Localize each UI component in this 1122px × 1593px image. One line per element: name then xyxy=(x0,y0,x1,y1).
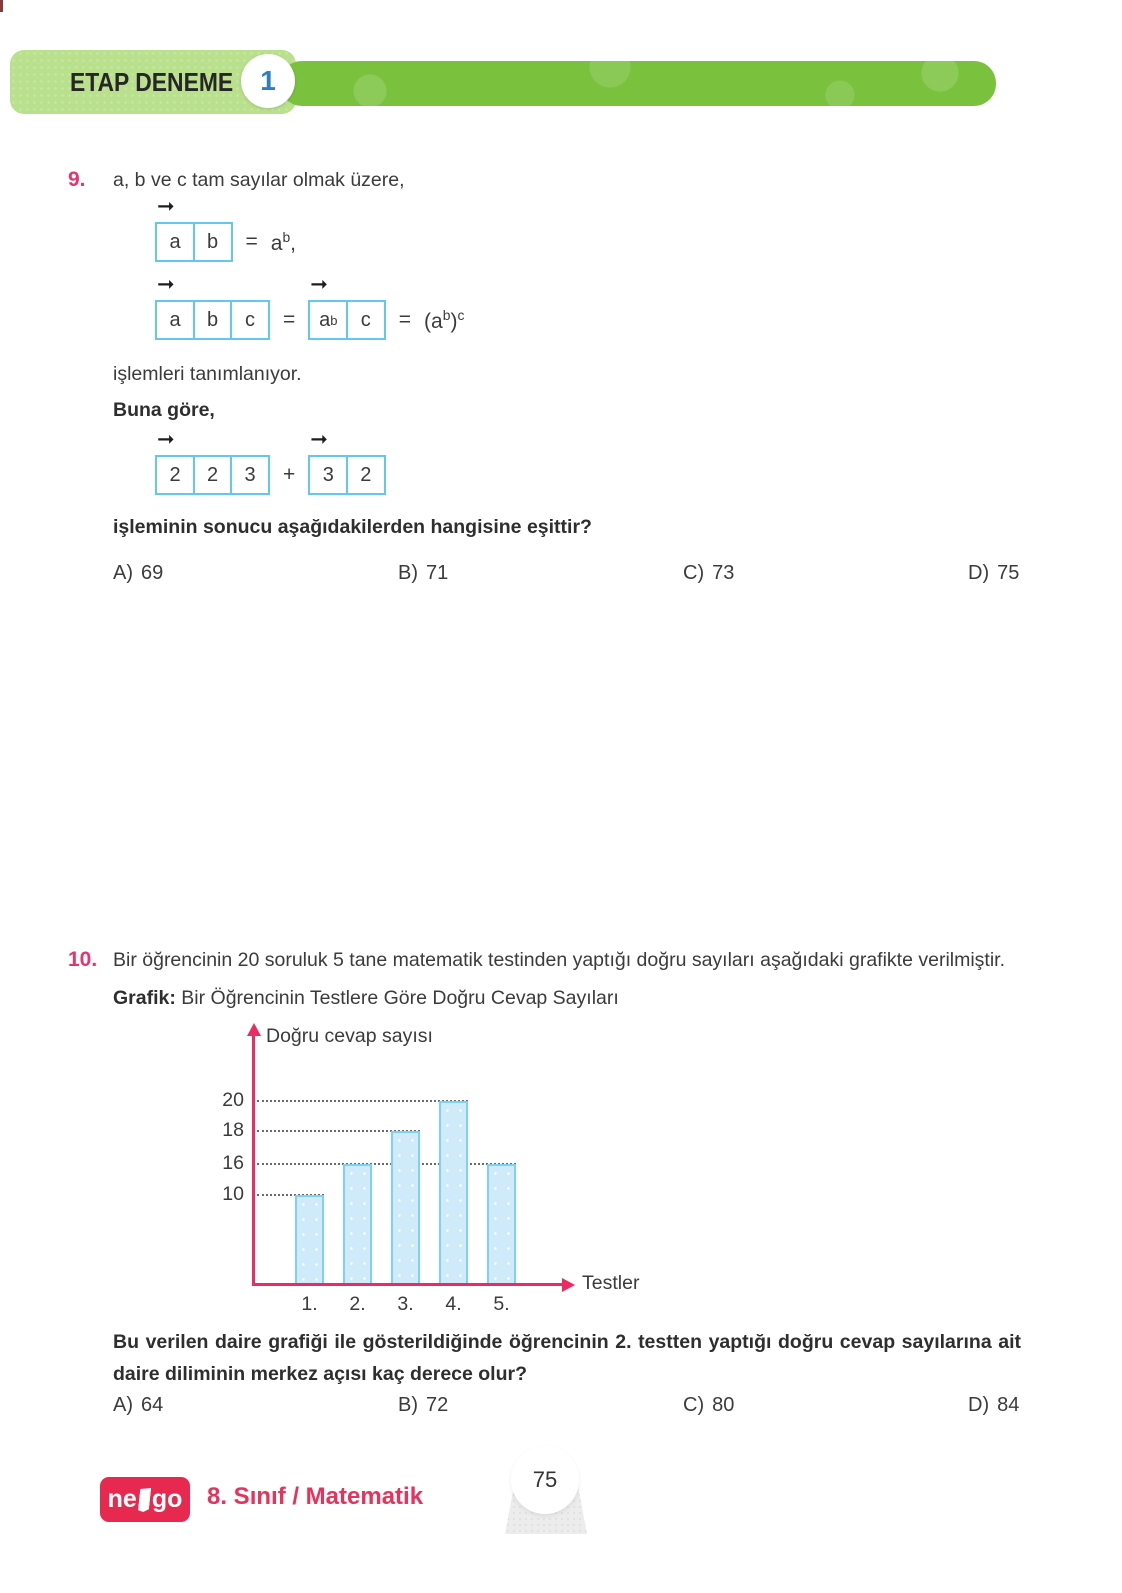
question-9-intro: a, b ve c tam sayılar olmak üzere, xyxy=(113,169,405,191)
gridline xyxy=(257,1163,516,1165)
operation-box: 2 xyxy=(155,455,195,495)
q9-definition-1 xyxy=(155,194,297,262)
bar-test-5 xyxy=(487,1164,516,1285)
question-9-number: 9. xyxy=(68,168,86,191)
footer-subject-label: 8. Sınıf / Matematik xyxy=(207,1483,424,1510)
x-tick-label: 4. xyxy=(445,1293,462,1315)
operation-box: b xyxy=(193,300,233,340)
logo-text-ne: ne xyxy=(107,1485,137,1513)
right-arrow-icon: ➞ xyxy=(310,272,328,296)
page-title: ETAP DENEME xyxy=(70,67,234,97)
option-b: B) 71 xyxy=(398,562,449,584)
chart-caption: Grafik: Bir Öğrencinin Testlere Göre Doğru Cevap Sayıları xyxy=(113,987,619,1009)
operation-box: 2 xyxy=(346,455,386,495)
bar-test-4 xyxy=(439,1101,468,1285)
box-group xyxy=(308,427,386,495)
right-arrow-icon: ➞ xyxy=(157,194,175,218)
operation-box: b xyxy=(193,222,233,262)
q9-expression xyxy=(155,427,386,495)
q10-question: Bu verilen daire grafiği ile gösterildiğinde öğrencinin 2. testten yaptığı doğru cevap sayılarına ait daire diliminin merkez açısı kaç derece olur? xyxy=(113,1331,1021,1385)
bar-test-3 xyxy=(391,1131,420,1285)
open-book-icon xyxy=(138,1488,152,1512)
equals-sign: = xyxy=(245,230,258,253)
q9-definition-note: işlemleri tanımlanıyor. xyxy=(113,363,302,385)
box-group xyxy=(155,272,270,340)
result-expression: $(a^b)^c$ xyxy=(424,306,465,333)
right-arrow-icon: ➞ xyxy=(157,272,175,296)
bar-chart xyxy=(200,1023,740,1323)
publisher-logo xyxy=(100,1477,190,1522)
q9-lead: Buna göre, xyxy=(113,399,215,421)
page-number: 75 xyxy=(511,1446,579,1514)
option-d: D) 84 xyxy=(968,1394,1020,1416)
operation-box: a xyxy=(155,222,195,262)
operation-box: c xyxy=(346,300,386,340)
x-axis-label: Testler xyxy=(582,1272,640,1294)
q9-definition-2 xyxy=(155,272,465,340)
logo-text-go: go xyxy=(151,1485,183,1513)
question-10-number: 10. xyxy=(68,948,98,971)
bar-test-1 xyxy=(295,1195,324,1285)
plus-sign: + xyxy=(283,463,296,486)
y-axis-label: Doğru cevap sayısı xyxy=(266,1025,433,1047)
y-tick-label: 10 xyxy=(222,1183,244,1205)
y-tick-label: 20 xyxy=(222,1089,244,1111)
x-axis xyxy=(252,1283,564,1286)
operation-box: 3 xyxy=(230,455,270,495)
operation-box: 2 xyxy=(193,455,233,495)
print-corner-mark xyxy=(0,0,3,12)
option-c: C) 73 xyxy=(683,562,735,584)
x-tick-label: 5. xyxy=(493,1293,510,1315)
header-green-bar xyxy=(280,61,996,106)
box-group xyxy=(308,272,386,340)
stage-number-badge: 1 xyxy=(241,54,295,108)
right-arrow-icon: ➞ xyxy=(310,427,328,451)
equals-sign: = xyxy=(283,308,296,331)
y-axis xyxy=(252,1033,255,1285)
x-tick-label: 1. xyxy=(301,1293,318,1315)
right-arrow-icon: ➞ xyxy=(157,427,175,451)
equals-sign: = xyxy=(398,308,412,331)
operation-box: c xyxy=(230,300,270,340)
operation-box: a b xyxy=(308,300,348,340)
chart-caption-label: Grafik: xyxy=(113,987,176,1009)
x-axis-arrow-icon xyxy=(562,1278,575,1292)
operation-box: 3 xyxy=(308,455,348,495)
q10-options xyxy=(113,1394,1033,1417)
x-tick-label: 2. xyxy=(349,1293,366,1315)
q9-question: işleminin sonucu aşağıdakilerden hangisine eşittir? xyxy=(113,516,592,538)
option-b: B) 72 xyxy=(398,1394,449,1416)
option-d: D) 75 xyxy=(968,562,1020,584)
box-group xyxy=(155,194,233,262)
bar-test-2 xyxy=(343,1164,372,1285)
y-tick-label: 16 xyxy=(222,1152,244,1174)
y-tick-label: 18 xyxy=(222,1119,244,1141)
result-expression: $a^b$, xyxy=(270,228,297,255)
q9-options xyxy=(113,562,1033,585)
option-a: A) 69 xyxy=(113,562,164,584)
option-c: C) 80 xyxy=(683,1394,735,1416)
operation-box: a xyxy=(155,300,195,340)
x-tick-label: 3. xyxy=(397,1293,414,1315)
question-10-intro: Bir öğrencinin 20 soruluk 5 tane matematik testinden yaptığı doğru sayıları aşağıdaki grafikte verilmiştir. xyxy=(113,949,1006,971)
gridline xyxy=(257,1100,468,1102)
option-a: A) 64 xyxy=(113,1394,164,1416)
box-group xyxy=(155,427,270,495)
